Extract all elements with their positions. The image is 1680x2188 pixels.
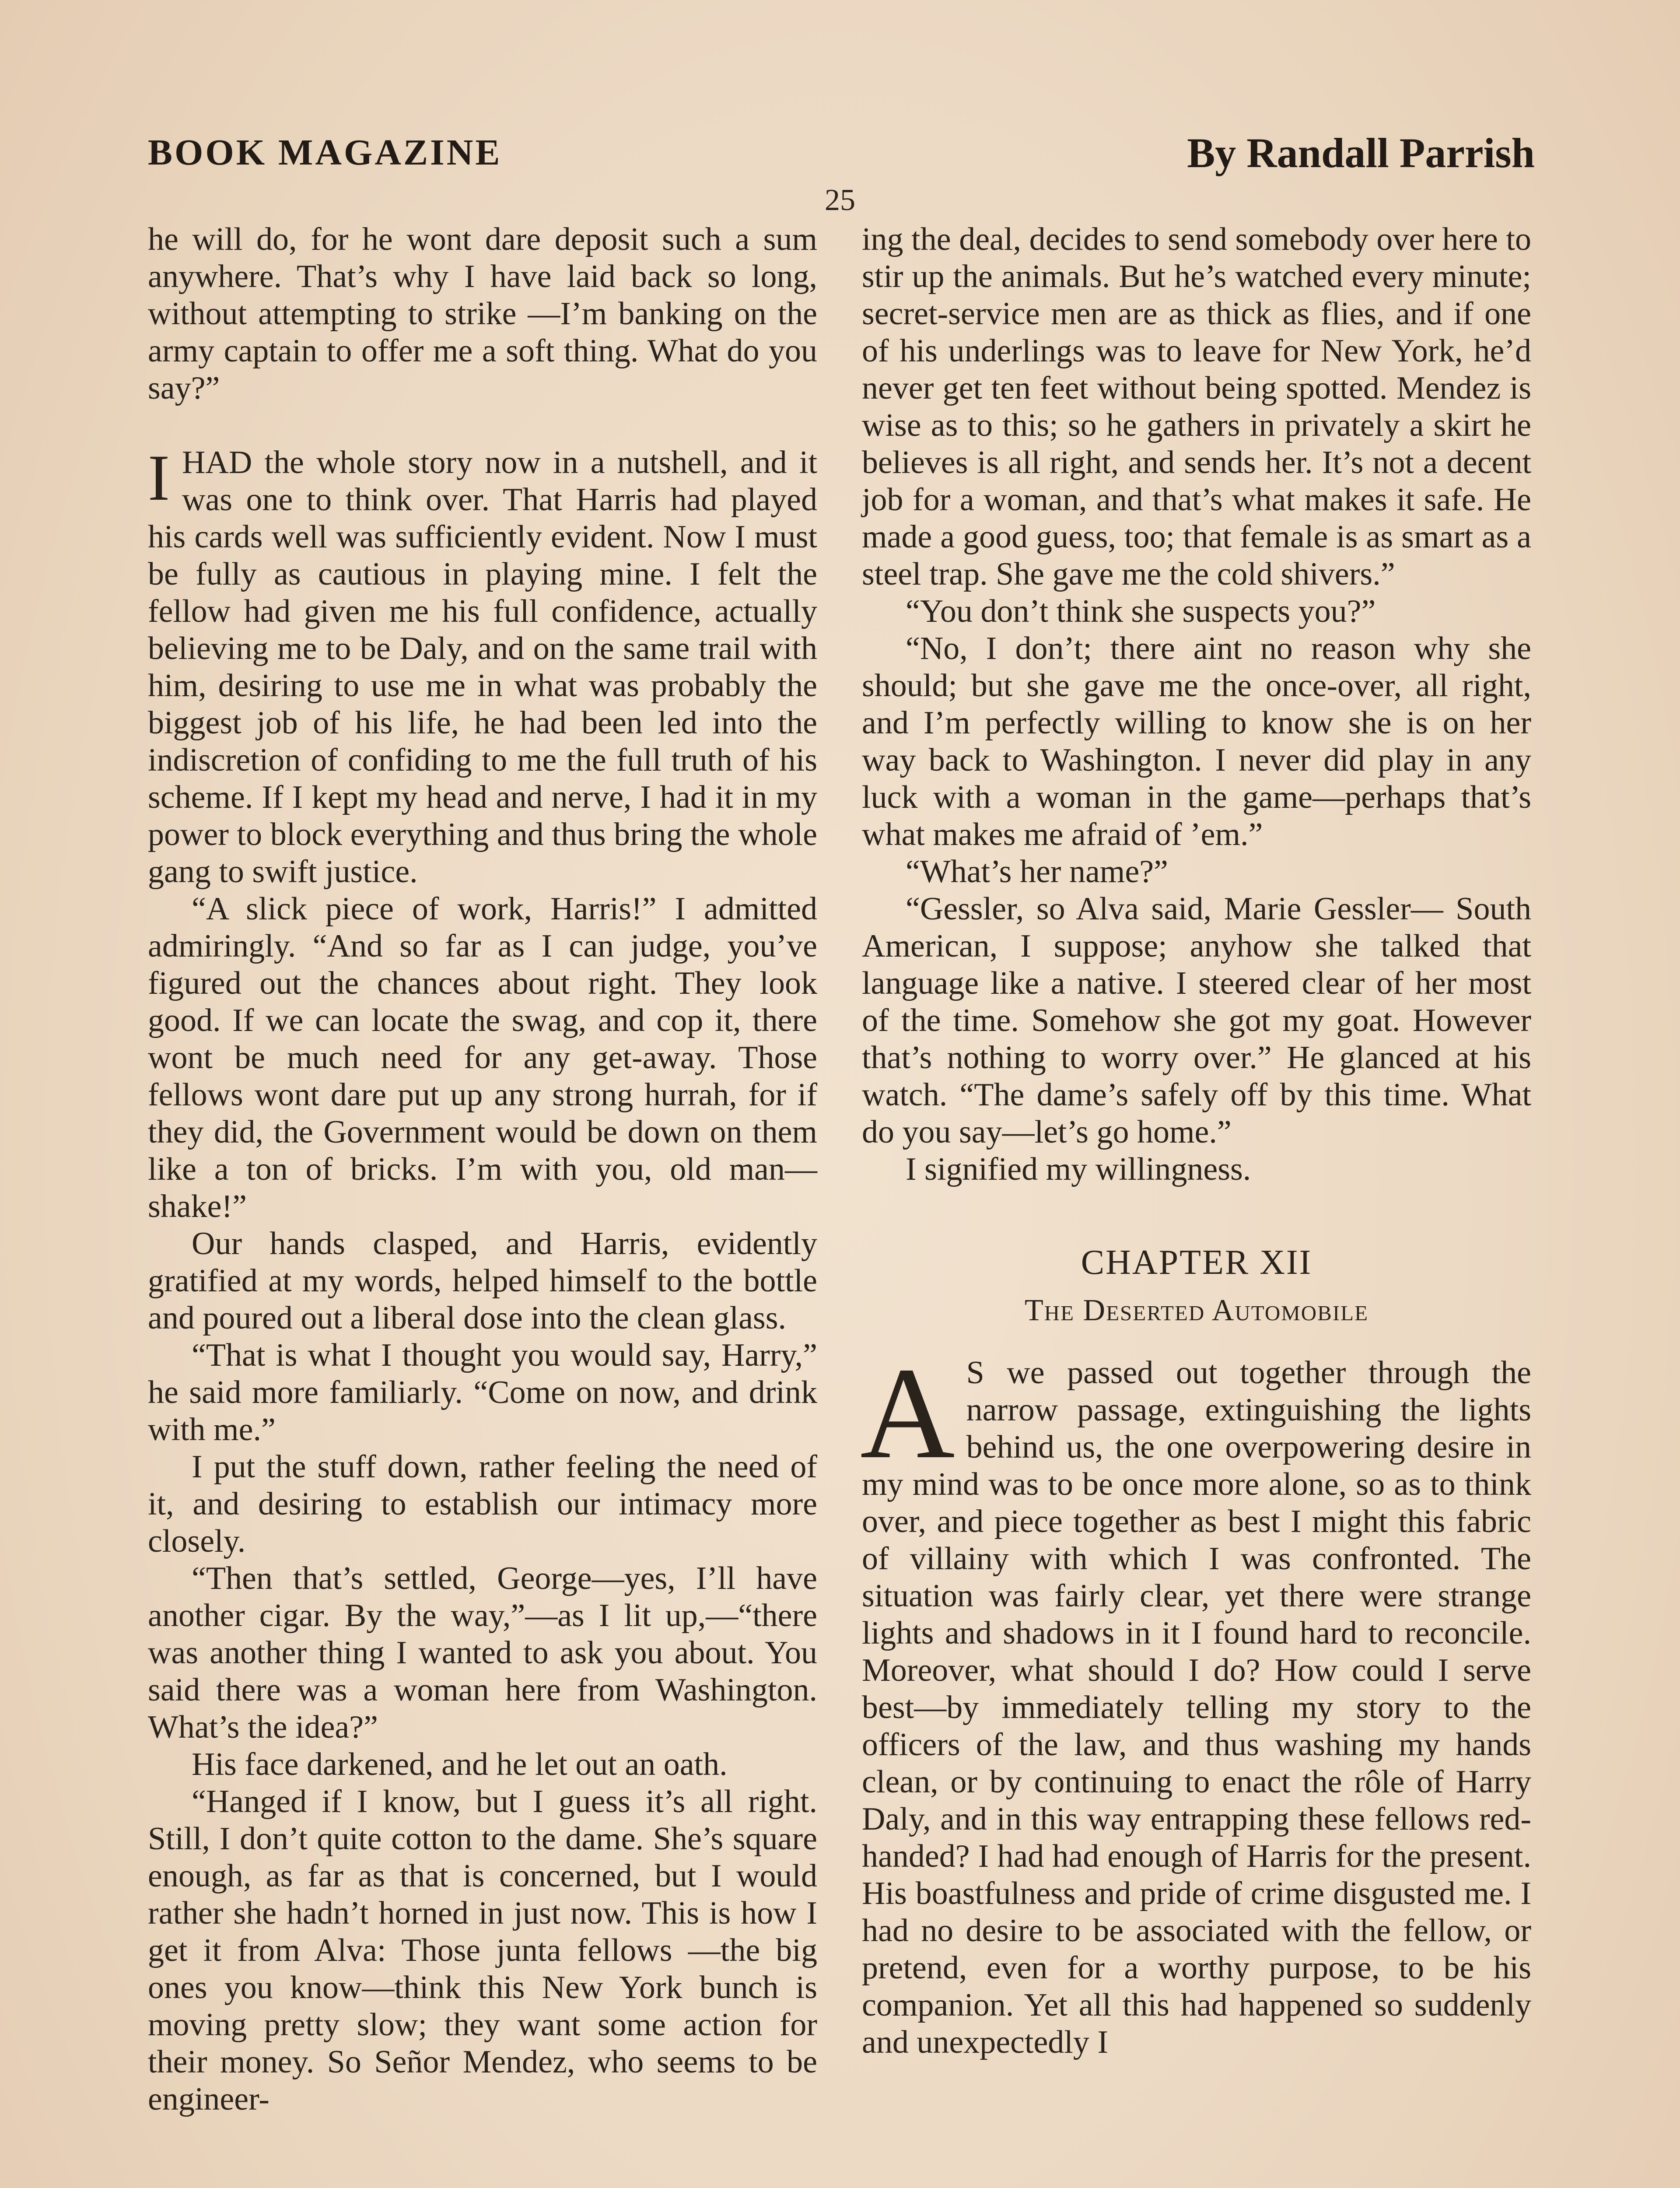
paragraph: I put the stuff down, rather feeling the need of it, and desiring to establish our intimacy more closely. — [148, 1449, 817, 1559]
paragraph: “What’s her name?” — [906, 854, 1168, 890]
paragraph: Our hands clasped, and Harris, evidently gratified at my words, helped himself to the bottle and poured out a liberal dose into the clean glass. — [148, 1226, 817, 1336]
paragraph: “That is what I thought you would say, Harry,” he said more familiarly. “Come on now, and drink with me.” — [148, 1337, 817, 1448]
paragraph: His face darkened, and he let out an oath. — [192, 1746, 728, 1782]
chapter-title: CHAPTER XII — [1081, 1243, 1312, 1282]
chapter-subtitle: The Deserted Automobile — [1024, 1294, 1369, 1327]
drop-cap: A — [860, 1340, 955, 1486]
page-header — [148, 131, 1535, 184]
paragraph: “No, I don’t; there aint no reason why she should; but she gave me the once-over, all right, and I’m perfectly willing to know she is on her way back to Washington. I never did play in any luck with a woman in the game—perhaps that’s what makes me afraid of ’em.” — [862, 631, 1531, 852]
dropcap-paragraph — [148, 444, 817, 891]
author-byline: By Randall Parrish — [1187, 130, 1535, 176]
paragraph: I signified my willingness. — [906, 1151, 1251, 1187]
paragraph-text: S we passed out together through the narrow passage, extinguishing the lights behind us, the one overpowering desire in my mind was to be once more alone, so as to think over, and piece together as best I might this fabric of villainy with which I was confronted. The situation was fairly clear, yet there were strange lights and shadows in it I found hard to reconcile. Moreover, what should I do? How could I serve best—by immediately telling my story to the officers of the law, and thus washing my hands clean, or by continuing to enact the rôle of Harry Daly, and in this way entrapping these fellows red-handed? I had had enough of Harris for the present. His boastfulness and pride of crime disgusted me. I had no desire to be associated with the fellow, or pretend, even for a worthy purpose, to be his companion. Yet all this had happened so suddenly and unexpectedly I — [862, 1355, 1531, 2060]
paragraph: “Gessler, so Alva said, Marie Gessler— South American, I suppose; anyhow she talked that language like a native. I steered clear of her most of the time. Somehow she got my goat. However that’s nothing to worry over.” He glanced at his watch. “The dame’s safely off by this time. What do you say—let’s go home.” — [862, 891, 1531, 1150]
paragraph: “Then that’s settled, George—yes, I’ll have another cigar. By the way,”—as I lit up,—“there was another thing I wanted to ask you about. You said there was a woman here from Washington. What’s the idea?” — [148, 1560, 817, 1745]
paragraph: he will do, for he wont dare deposit such a sum anywhere. That’s why I have laid back so long, without attempting to strike —I’m banking on the army captain to offer me a soft thing. What do you say?” — [148, 221, 817, 406]
paragraph: “A slick piece of work, Harris!” I admitted admiringly. “And so far as I can judge, you’ve figured out the chances about right. They look good. If we can locate the swag, and cop it, there wont be much need for any get-away. Those fellows wont dare put up any strong hurrah, for if they did, the Government would be down on them like a ton of bricks. I’m with you, old man—shake!” — [148, 891, 817, 1224]
right-column — [862, 221, 1531, 2061]
drop-cap: I — [148, 442, 170, 514]
magazine-title: BOOK MAGAZINE — [148, 132, 502, 173]
page-number: 25 — [825, 183, 855, 217]
left-column — [148, 221, 817, 2118]
paragraph-text: HAD the whole story now in a nutshell, and it was one to think over. That Harris had played his cards well was sufficiently evident. Now I must be fully as cautious in playing mine. I felt the fellow had given me his full confidence, actually believing me to be Daly, and on the same trail with him, desiring to use me in what was probably the biggest job of his life, he had been led into the indiscretion of confiding to me the full truth of his scheme. If I kept my head and nerve, I had it in my power to block everything and thus bring the whole gang to swift justice. — [148, 445, 817, 890]
paragraph: ing the deal, decides to send somebody over here to stir up the animals. But he’s watched every minute; secret-service men are as thick as flies, and if one of his underlings was to leave for New York, he’d never get ten feet without being spotted. Mendez is wise as to this; so he gathers in privately a skirt he believes is all right, and sends her. It’s not a decent job for a woman, and that’s what makes it safe. He made a good guess, too; that female is as smart as a steel trap. She gave me the cold shivers.” — [862, 221, 1531, 592]
paragraph: “You don’t think she suspects you?” — [906, 593, 1376, 629]
chapter-opening-paragraph — [860, 1340, 1531, 2061]
paragraph: “Hanged if I know, but I guess it’s all right. Still, I don’t quite cotton to the dame. She’s square enough, as far as that is concerned, but I would rather she hadn’t horned in just now. This is how I get it from Alva: Those junta fellows —the big ones you know—think this New York bunch is moving pretty slow; they want some action for their money. So Señor Mendez, who seems to be engineer- — [148, 1784, 817, 2117]
